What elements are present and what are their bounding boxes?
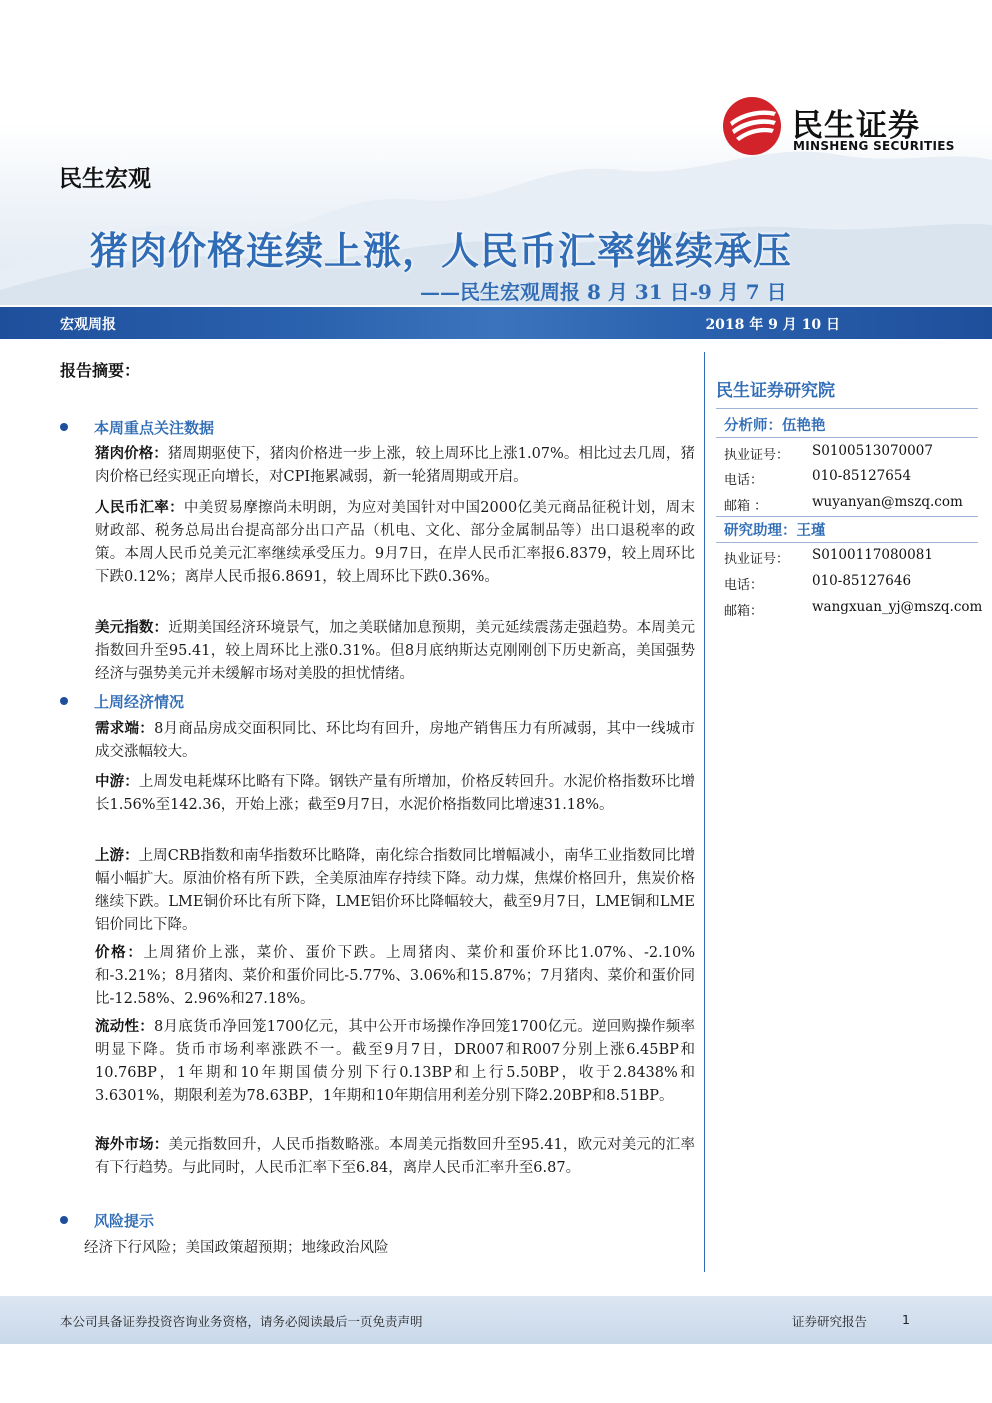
footer-disclaimer: 本公司具备证券投资咨询业务资格，请务必阅读最后一页免责声明: [60, 1314, 423, 1329]
email-link[interactable]: wangxuan_yj@mszq.com: [812, 599, 983, 615]
report-series: 民生宏观: [59, 166, 151, 192]
cert-label: 执业证号：: [724, 448, 790, 463]
report-date: 2018 年 9 月 10 日: [705, 317, 840, 333]
paragraph: 流动性：8月底货币净回笼1700亿元，其中公开市场操作净回笼1700亿元。逆回购操作频率明显下降。货币市场利率涨跌不一。截至9月7日，DR007和R007分别上涨6.45BP和10.76BP，1年期和10年期国债分别下行0.13BP和上行5.50BP，收于2.8438%和3.6301%，期限利差为78.63BP，1年期和10年期信用利差分别下降2.20BP和8.51BP。: [95, 1018, 696, 1104]
email-label: 邮箱 ：: [724, 499, 768, 514]
bullet-dot-icon: [60, 423, 68, 431]
report-info-band: [0, 307, 992, 339]
bullet-dot-icon: [60, 697, 68, 705]
report-title: 猪肉价格连续上涨，人民币汇率继续承压: [90, 229, 793, 273]
paragraph: 经济下行风险；美国政策超预期；地缘政治风险: [84, 1240, 389, 1256]
brand-logo: [722, 96, 962, 156]
phone-number: 010-85127646: [812, 573, 912, 589]
sidebar-rule: [716, 408, 978, 409]
brand-name-cn: 民生证券: [792, 108, 920, 144]
section-heading: 风险提示: [60, 1210, 154, 1231]
report-type: 宏观周报: [60, 317, 116, 333]
assistant-name: 研究助理：王瑾: [724, 522, 826, 539]
sidebar-rule: [716, 516, 978, 517]
paragraph: 中游：上周发电耗煤环比略有下降。钢铁产量有所增加，价格反转回升。水泥价格指数环比增长1.56%至142.36，开始上涨；截至9月7日，水泥价格指数同比增速31.18%。: [95, 773, 696, 813]
paragraph: 需求端：8月商品房成交面积同比、环比均有回升，房地产销售压力有所减弱，其中一线城市成交涨幅较大。: [95, 720, 695, 760]
page-number: 1: [902, 1312, 910, 1327]
paragraph: 美元指数：近期美国经济环境景气，加之美联储加息预期，美元延续震荡走强趋势。本周美元指数回升至95.41，较上周环比上涨0.31%。但8月底纳斯达克刚刚创下历史新高，美国强势经济与强势美元并未缓解市场对美股的担忧情绪。: [95, 619, 695, 682]
phone-label: 电话：: [724, 578, 764, 593]
analyst-name: 分析师：伍艳艳: [724, 417, 826, 434]
paragraph: 人民币汇率：中美贸易摩擦尚未明朗，为应对美国针对中国2000亿美元商品征税计划，周末财政部、税务总局出台提高部分出口产品（机电、文化、部分金属制品等）出口退税率的政策。本周人民币兑美元汇率继续承受压力。9月7日，在岸人民币汇率报6.8379，较上周环比下跌0.12%；离岸人民币报6.8691，较上周环比下跌0.36%。: [95, 499, 696, 585]
cert-number: S0100117080081: [812, 547, 933, 563]
phone-number: 010-85127654: [812, 468, 912, 484]
section-heading: 本周重点关注数据: [60, 417, 214, 438]
abstract-heading: 报告摘要：: [60, 361, 141, 380]
email-label: 邮箱：: [724, 604, 764, 619]
bullet-dot-icon: [60, 1216, 68, 1224]
phone-label: 电话：: [724, 473, 764, 488]
sidebar-rule: [716, 542, 978, 543]
cert-number: S0100513070007: [812, 443, 933, 459]
email-link[interactable]: wuyanyan@mszq.com: [812, 494, 963, 510]
paragraph: 海外市场：美元指数回升，人民币指数略涨。本周美元指数回升至95.41，欧元对美元的汇率有下行趋势。与此同时，人民币汇率下至6.84，离岸人民币汇率升至6.87。: [95, 1136, 695, 1176]
research-institute: 民生证券研究院: [716, 381, 835, 401]
paragraph: 上游：上周CRB指数和南华指数环比略降，南化综合指数同比增幅减小，南华工业指数同比增幅小幅扩大。原油价格有所下跌，全美原油库存持续下降。动力煤，焦煤价格回升，焦炭价格继续下跌。LME铜价环比有所下降，LME铝价环比降幅较大，截至9月7日，LME铜和LME铝价同比下降。: [95, 847, 695, 933]
paragraph: 价格：上周猪价上涨，菜价、蛋价下跌。上周猪肉、菜价和蛋价环比1.07%、-2.10%和-3.21%；8月猪肉、菜价和蛋价同比-5.77%、3.06%和15.87%；7月猪肉、菜价和蛋价同比-12.58%、2.96%和27.18%。: [95, 944, 695, 1007]
page-footer: [0, 1296, 992, 1344]
section-heading: 上周经济情况: [60, 691, 184, 712]
cert-label: 执业证号：: [724, 552, 790, 567]
footer-doc-type: 证券研究报告: [792, 1314, 868, 1329]
paragraph: 猪肉价格：猪周期驱使下，猪肉价格进一步上涨，较上周环比上涨1.07%。相比过去几周，猪肉价格已经实现正向增长，对CPI拖累减弱，新一轮猪周期或开启。: [95, 445, 696, 485]
brand-name-en: MINSHENG SECURITIES: [793, 139, 955, 153]
minsheng-logo-icon: [722, 96, 782, 156]
report-subtitle: ——民生宏观周报 8 月 31 日-9 月 7 日: [420, 280, 787, 304]
sidebar-divider: [704, 352, 705, 1272]
sidebar-rule: [716, 437, 978, 438]
